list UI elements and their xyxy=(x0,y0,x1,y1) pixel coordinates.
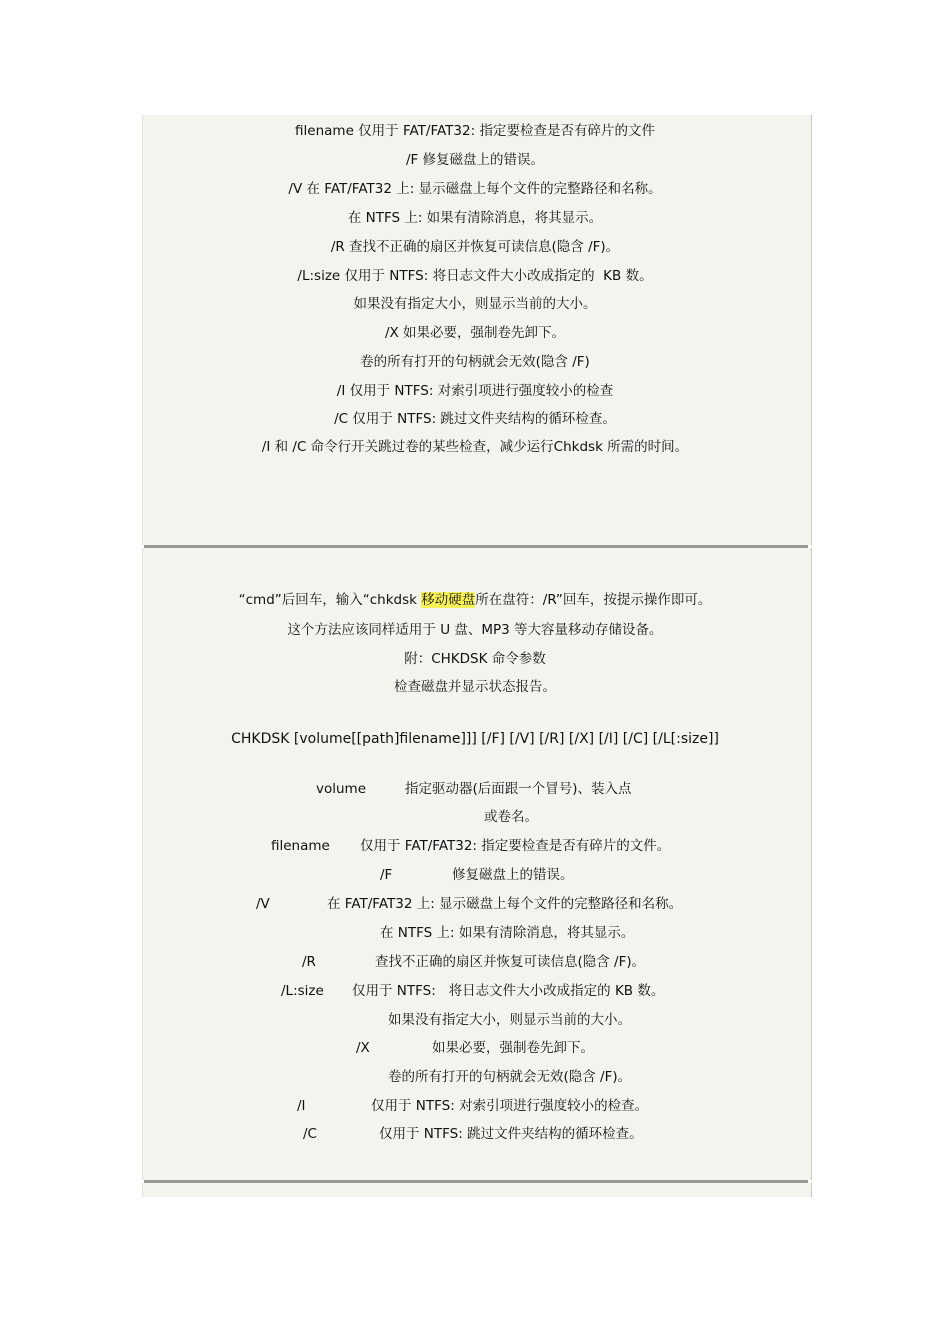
section-heading: 附：CHKDSK 命令参数 xyxy=(404,651,546,667)
highlighted-text: 移动硬盘 xyxy=(421,592,476,608)
param-desc: 在 NTFS 上: 如果有清除消息，将其显示。 xyxy=(380,925,635,941)
param-line: 在 NTFS 上: 如果有清除消息，将其显示。 xyxy=(347,210,603,226)
intro-line xyxy=(0,591,950,609)
param-key: /C xyxy=(303,1126,317,1142)
param-line: /C 仅用于 NTFS: 跳过文件夹结构的循环检查。 xyxy=(334,411,616,427)
param-desc: 查找不正确的扇区并恢复可读信息(隐含 /F)。 xyxy=(375,954,646,970)
intro-text: 所在盘符：/R”回车，按提示操作即可。 xyxy=(475,592,712,608)
param-key: /F xyxy=(380,867,393,883)
param-desc: 修复磁盘上的错误。 xyxy=(452,867,574,883)
param-line: /I 和 /C 命令行开关跳过卷的某些检查，减少运行Chkdsk 所需的时间。 xyxy=(261,439,689,455)
param-desc: 或卷名。 xyxy=(484,809,538,825)
param-line: /F 修复磁盘上的错误。 xyxy=(405,152,545,168)
param-desc: 仅用于 FAT/FAT32: 指定要检查是否有碎片的文件。 xyxy=(360,838,671,854)
param-line: /R 查找不正确的扇区并恢复可读信息(隐含 /F)。 xyxy=(330,239,620,255)
param-key: /I xyxy=(297,1098,306,1114)
section-description: 检查磁盘并显示状态报告。 xyxy=(394,679,556,695)
param-key: /X xyxy=(356,1040,370,1056)
param-key: filename xyxy=(271,838,330,854)
param-desc: 仅用于 NTFS: 对索引项进行强度较小的检查。 xyxy=(371,1098,649,1114)
param-key: /R xyxy=(302,954,316,970)
param-line: /X 如果必要，强制卷先卸下。 xyxy=(384,325,566,341)
param-key: /V xyxy=(256,896,270,912)
param-line: 如果没有指定大小，则显示当前的大小。 xyxy=(353,296,597,312)
param-desc: 在 FAT/FAT32 上: 显示磁盘上每个文件的完整路径和名称。 xyxy=(327,896,683,912)
param-line: /L:size 仅用于 NTFS: 将日志文件大小改成指定的 KB 数。 xyxy=(297,268,653,284)
param-key: /L:size xyxy=(281,983,324,999)
param-key: volume xyxy=(316,781,367,797)
param-desc: 如果没有指定大小，则显示当前的大小。 xyxy=(388,1012,631,1028)
intro-text: “cmd”后回车，输入“chkdsk xyxy=(238,592,422,608)
param-desc: 仅用于 NTFS: 将日志文件大小改成指定的 KB 数。 xyxy=(352,983,665,999)
command-syntax: CHKDSK [volume[[path]filename]]] [/F] [/V] [/R] [/X] [/I] [/C] [/L[:size]] xyxy=(231,731,719,747)
param-desc: 卷的所有打开的句柄就会无效(隐含 /F)。 xyxy=(388,1069,632,1085)
param-line: /I 仅用于 NTFS: 对索引项进行强度较小的检查 xyxy=(336,383,614,399)
param-desc: 仅用于 NTFS: 跳过文件夹结构的循环检查。 xyxy=(379,1126,643,1142)
param-desc: 指定驱动器(后面跟一个冒号)、装入点 xyxy=(405,781,632,797)
intro-line-2: 这个方法应该同样适用于 U 盘、MP3 等大容量移动存储设备。 xyxy=(287,622,663,638)
param-line: 卷的所有打开的句柄就会无效(隐含 /F) xyxy=(360,354,590,370)
param-line: filename 仅用于 FAT/FAT32: 指定要检查是否有碎片的文件 xyxy=(295,123,655,139)
param-line: /V 在 FAT/FAT32 上: 显示磁盘上每个文件的完整路径和名称。 xyxy=(288,181,662,197)
content-panel-bottom xyxy=(142,1183,812,1197)
param-desc: 如果必要，强制卷先卸下。 xyxy=(432,1040,594,1056)
